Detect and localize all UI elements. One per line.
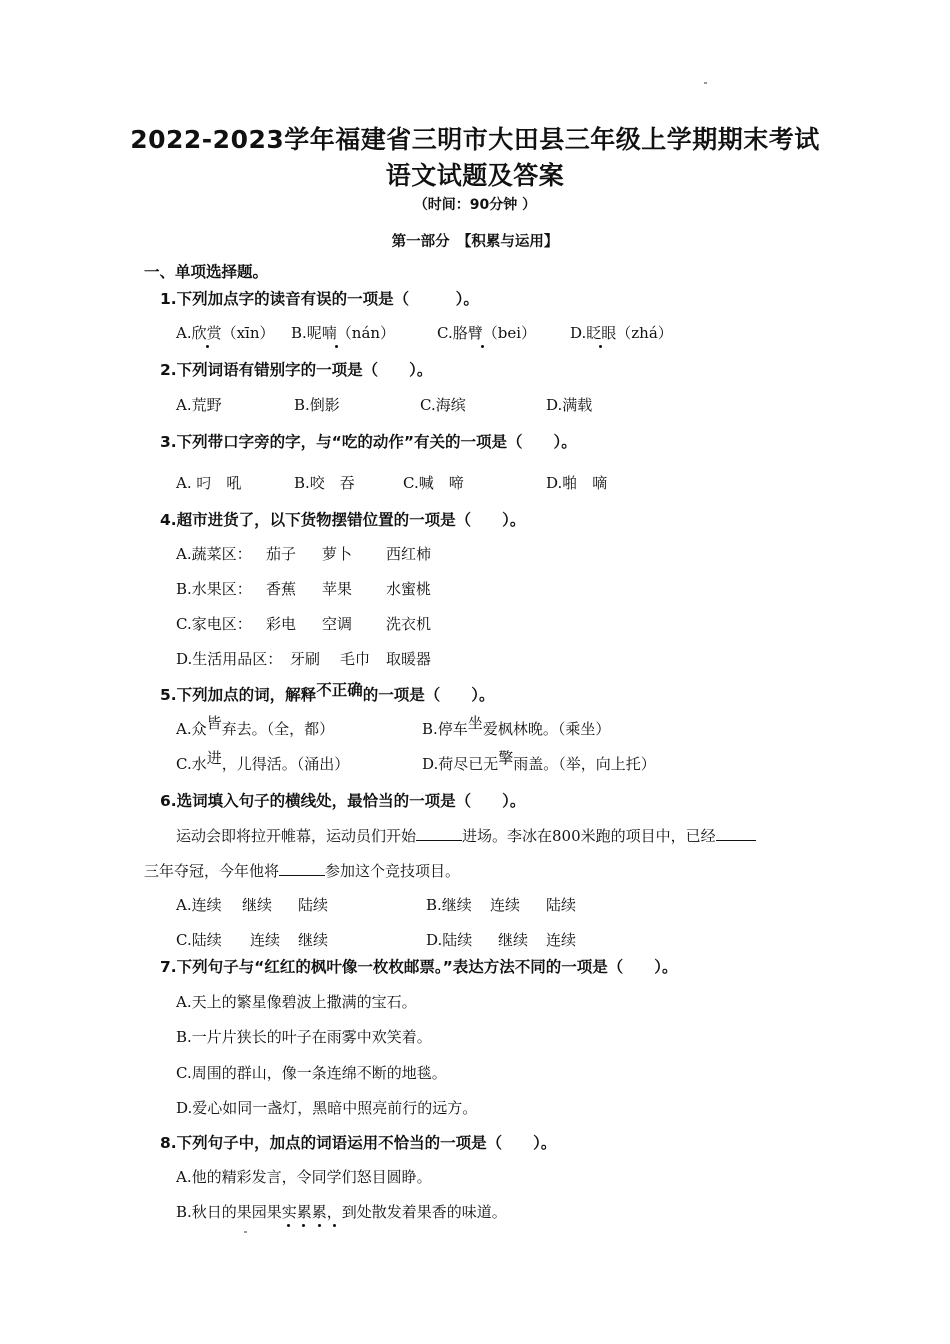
part-heading: 第一部分 【积累与运用】 (391, 234, 559, 250)
q4-option-b-label: B.水果区： (176, 580, 252, 598)
q5-option-d: D.荷尽已无擎雨盖。（举，向上托） (422, 749, 656, 773)
q6-option-c-word: 连续 (250, 931, 281, 949)
question-2-stem: 2.下列词语有错别字的一项是（ ）。 (160, 361, 433, 379)
q6-option-b: B.继续 (426, 896, 472, 914)
q6-passage-line1: 运动会即将拉开帷幕，运动员们开始 进场。李冰在800米跑的项目中，已经 (176, 825, 756, 846)
q4-option-a-item: 萝卜 (322, 545, 353, 563)
q2-option-b: B.倒影 (294, 396, 340, 414)
scan-mark-top (704, 82, 707, 84)
q6-option-a: A.连续 (176, 896, 222, 914)
q4-option-c-item: 彩电 (266, 615, 297, 633)
emphasis-dot (287, 1224, 290, 1227)
question-3-stem: 3.下列带口字旁的字，与“吃的动作”有关的一项是（ ）。 (160, 433, 577, 451)
q8-option-b: B.秋日的果园果实累累，到处散发着果香的味道。 (176, 1203, 507, 1221)
emphasis-dot (599, 345, 602, 348)
q4-option-c-item: 洗衣机 (386, 615, 432, 633)
q2-option-d: D.满载 (546, 396, 593, 414)
q5-stem-emphasis: 不正确 (316, 681, 363, 699)
q5-dotted-word: 进 (206, 749, 222, 767)
q4-option-b-item: 香蕉 (266, 580, 297, 598)
emphasis-dot (302, 1224, 305, 1227)
q5-option-a: A.众皆弃去。（全，都） (176, 714, 335, 738)
scan-mark-bottom (244, 1231, 247, 1233)
q6-option-d-word: 继续 (498, 931, 529, 949)
q5-stem-post: 的一项是（ ）。 (362, 686, 495, 704)
emphasis-dot (335, 345, 338, 348)
emphasis-dot (206, 345, 209, 348)
q7-option-a: A.天上的繁星像碧波上撒满的宝石。 (176, 993, 417, 1011)
q2-option-c: C.海缤 (420, 396, 466, 414)
fill-blank (716, 826, 756, 841)
q5-dotted-word: 擎 (498, 749, 514, 767)
q4-option-a-item: 茄子 (266, 545, 297, 563)
q7-option-d: D.爱心如同一盏灯，黑暗中照亮前行的远方。 (176, 1099, 478, 1117)
exam-title-line2: 语文试题及答案 (385, 161, 565, 190)
q4-option-d-item: 取暖器 (386, 650, 432, 668)
q8-option-a: A.他的精彩发言，令同学们怒目圆睁。 (176, 1168, 432, 1186)
q2-option-a: A.荒野 (176, 396, 222, 414)
q6-option-b-word: 连续 (490, 896, 521, 914)
q6-option-c-word: 继续 (298, 931, 329, 949)
q6-option-d-word: 连续 (546, 931, 577, 949)
question-1-stem: 1.下列加点字的读音有误的一项是（ ）。 (160, 290, 479, 308)
q1-option-c: C.胳臂（bei） (437, 324, 536, 342)
emphasis-dot (318, 1224, 321, 1227)
q4-option-a-label: A.蔬菜区： (176, 545, 252, 563)
q5-option-c: C.水进，儿得活。（涌出） (176, 749, 350, 773)
q4-option-b-item: 水蜜桃 (386, 580, 432, 598)
q3-option-a: A. 叼 吼 (176, 474, 242, 492)
q4-option-d-item: 毛巾 (340, 650, 371, 668)
q5-stem-pre: 5.下列加点的词，解释 (160, 686, 317, 704)
question-8-stem: 8.下列句子中，加点的词语运用不恰当的一项是（ ）。 (160, 1134, 557, 1152)
q4-option-c-label: C.家电区： (176, 615, 252, 633)
q7-option-b: B.一片片狭长的叶子在雨雾中欢笑着。 (176, 1028, 432, 1046)
q1-option-b: B.呢喃（nán） (291, 324, 396, 342)
question-4-stem: 4.超市进货了，以下货物摆错位置的一项是（ ）。 (160, 511, 526, 529)
q5-dotted-word: 坐 (467, 714, 483, 732)
q4-option-a-item: 西红柿 (386, 545, 432, 563)
q6-passage-line2: 三年夺冠，今年他将 参加这个竞技项目。 (144, 862, 461, 880)
fill-blank (279, 861, 325, 876)
question-5-stem (160, 683, 494, 705)
fill-blank (416, 826, 462, 841)
q6-option-a-word: 陆续 (298, 896, 329, 914)
question-7-stem: 7.下列句子与“红红的枫叶像一枚枚邮票。”表达方法不同的一项是（ ）。 (160, 958, 678, 976)
q4-option-d-label: D.生活用品区： (176, 650, 283, 668)
question-6-stem: 6.选词填入句子的横线处，最恰当的一项是（ ）。 (160, 792, 526, 810)
time-note: （时间：90分钟 ） (413, 197, 537, 213)
q7-option-c: C.周围的群山，像一条连绵不断的地毯。 (176, 1064, 447, 1082)
q5-option-b: B.停车坐爱枫林晚。（乘坐） (422, 714, 611, 738)
q1-option-a: A.欣赏（xīn） (176, 324, 275, 342)
emphasis-dot (333, 1224, 336, 1227)
exam-title-line1: 2022-2023学年福建省三明市大田县三年级上学期期末考试 (130, 125, 820, 154)
emphasis-dot (481, 345, 484, 348)
section-heading: 一、单项选择题。 (144, 263, 269, 281)
q3-option-b: B.咬 吞 (294, 474, 355, 492)
q6-option-b-word: 陆续 (546, 896, 577, 914)
q6-option-d: D.陆续 (426, 931, 473, 949)
q1-option-d: D.眨眼（zhá） (570, 324, 673, 342)
q4-option-b-item: 苹果 (322, 580, 353, 598)
q4-option-d-item: 牙刷 (290, 650, 321, 668)
q3-option-c: C.喊 啼 (403, 474, 464, 492)
q5-dotted-word: 皆 (206, 714, 222, 732)
q6-option-c: C.陆续 (176, 931, 222, 949)
q6-option-a-word: 继续 (242, 896, 273, 914)
q3-option-d: D.啪 嘀 (546, 474, 608, 492)
q4-option-c-item: 空调 (322, 615, 353, 633)
